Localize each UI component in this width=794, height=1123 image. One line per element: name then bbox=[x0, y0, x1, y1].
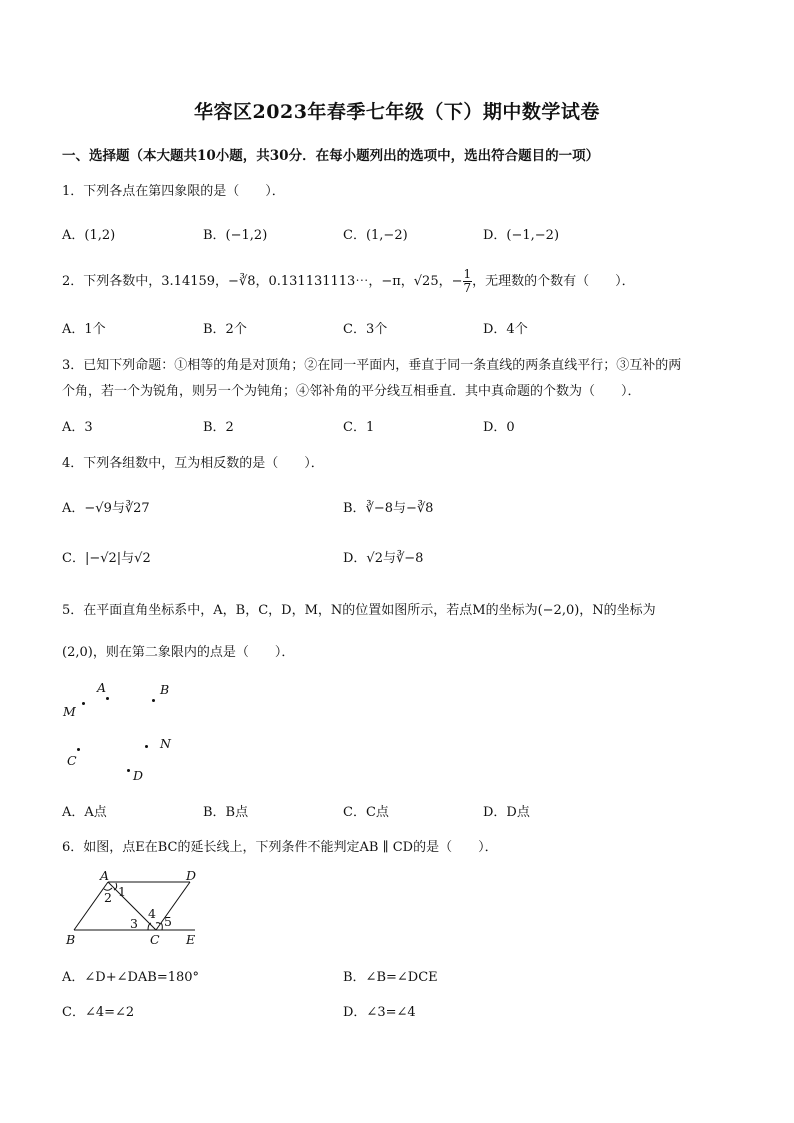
q5-point-a bbox=[106, 697, 109, 700]
q2-option-d: D．4个 bbox=[483, 322, 528, 337]
question-5-line-2: (2,0)，则在第二象限内的点是（ ）． bbox=[62, 645, 295, 660]
q3-option-b: B．2 bbox=[203, 420, 234, 435]
q5-point-c bbox=[77, 748, 80, 751]
fig-label-3: 3 bbox=[130, 916, 138, 931]
line-ab bbox=[74, 882, 108, 930]
q4-option-d: D．√2与∛−8 bbox=[343, 551, 424, 566]
q5-point-n bbox=[145, 745, 148, 748]
q4-option-c: C．|−√2|与√2 bbox=[62, 551, 151, 566]
q5-option-b: B．B点 bbox=[203, 805, 249, 820]
fig-label-c: C bbox=[150, 932, 160, 947]
q3-option-c: C．1 bbox=[343, 420, 375, 435]
q1-option-c: C．(1,−2) bbox=[343, 228, 408, 243]
question-5-line-1: 5．在平面直角坐标系中，A，B，C，D，M，N的位置如图所示，若点M的坐标为(−2,0)，N的坐标为 bbox=[62, 603, 656, 618]
q1-option-d: D．(−1,−2) bbox=[483, 228, 560, 243]
line-dc bbox=[156, 882, 190, 930]
q2-option-a: A．1个 bbox=[62, 322, 106, 337]
q6-geometry-figure bbox=[60, 866, 210, 948]
fig-label-e: E bbox=[186, 932, 196, 947]
q6-option-a: A．∠D+∠DAB=180° bbox=[62, 970, 200, 985]
q5-point-b bbox=[152, 699, 155, 702]
q2-fraction-numerator: 1 bbox=[463, 267, 472, 281]
angle-arc-4 bbox=[156, 923, 160, 924]
fig-label-2: 2 bbox=[104, 890, 112, 905]
q5-label-d: D bbox=[133, 768, 144, 783]
q6-option-d: D．∠3=∠4 bbox=[343, 1005, 416, 1020]
q5-label-a: A bbox=[97, 680, 107, 695]
q5-point-d bbox=[127, 769, 130, 772]
q2-stem-part-c: ，− bbox=[438, 274, 463, 289]
q6-option-c: C．∠4=∠2 bbox=[62, 1005, 135, 1020]
q2-stem-part-b: −∛8，0.131131113⋯，−π， bbox=[228, 274, 414, 289]
fig-label-b: B bbox=[66, 932, 76, 947]
question-6-stem: 6．如图，点E在BC的延长线上，下列条件不能判定AB ∥ CD的是（ ）． bbox=[62, 840, 498, 855]
question-4-stem: 4．下列各组数中，互为相反数的是（ ）． bbox=[62, 456, 324, 471]
q3-option-d: D．0 bbox=[483, 420, 515, 435]
question-3-line-1: 3．已知下列命题：①相等的角是对顶角；②在同一平面内，垂直于同一条直线的两条直线平行；③互补的两 bbox=[62, 358, 682, 373]
question-1-stem: 1．下列各点在第四象限的是（ ）． bbox=[62, 184, 285, 199]
fig-label-a: A bbox=[100, 868, 110, 883]
q2-fraction bbox=[463, 268, 473, 295]
angle-arc-5 bbox=[161, 923, 162, 930]
q1-option-a: A．(1,2) bbox=[62, 228, 116, 243]
q2-option-b: B．2个 bbox=[203, 322, 247, 337]
fig-label-4: 4 bbox=[148, 906, 156, 921]
q5-label-b: B bbox=[160, 682, 170, 697]
q1-option-b: B．(−1,2) bbox=[203, 228, 268, 243]
q5-option-a: A．A点 bbox=[62, 805, 107, 820]
q2-sqrt25: √25 bbox=[413, 274, 439, 289]
q5-label-m: M bbox=[63, 704, 76, 719]
section-heading: 一、选择题（本大题共10小题，共30分．在每小题列出的选项中，选出符合题目的一项） bbox=[62, 148, 600, 164]
q4-option-b: B．∛−8与−∛8 bbox=[343, 501, 434, 516]
q2-stem-part-d: ，无理数的个数有（ ）． bbox=[472, 274, 635, 289]
q5-option-d: D．D点 bbox=[483, 805, 530, 820]
question-2-stem bbox=[62, 268, 635, 295]
q3-option-a: A．3 bbox=[62, 420, 93, 435]
q5-point-m bbox=[82, 702, 85, 705]
q5-option-c: C．C点 bbox=[343, 805, 389, 820]
fig-label-1: 1 bbox=[118, 884, 126, 899]
question-3-line-2: 个角，若一个为锐角，则另一个为钝角；④邻补角的平分线互相垂直．其中真命题的个数为（ ）． bbox=[62, 384, 641, 399]
q2-option-c: C．3个 bbox=[343, 322, 388, 337]
page-title: 华容区2023年春季七年级（下）期中数学试卷 bbox=[194, 101, 600, 123]
fig-label-d: D bbox=[186, 868, 197, 883]
q6-option-b: B．∠B=∠DCE bbox=[343, 970, 438, 985]
q2-fraction-denominator: 7 bbox=[463, 281, 472, 295]
q5-label-n: N bbox=[160, 736, 171, 751]
q4-option-a: A．−√9与∛27 bbox=[62, 501, 150, 516]
q5-label-c: C bbox=[67, 753, 77, 768]
q2-stem-part-a: 2．下列各数中，3.14159， bbox=[62, 274, 229, 289]
fig-label-5: 5 bbox=[164, 914, 172, 929]
